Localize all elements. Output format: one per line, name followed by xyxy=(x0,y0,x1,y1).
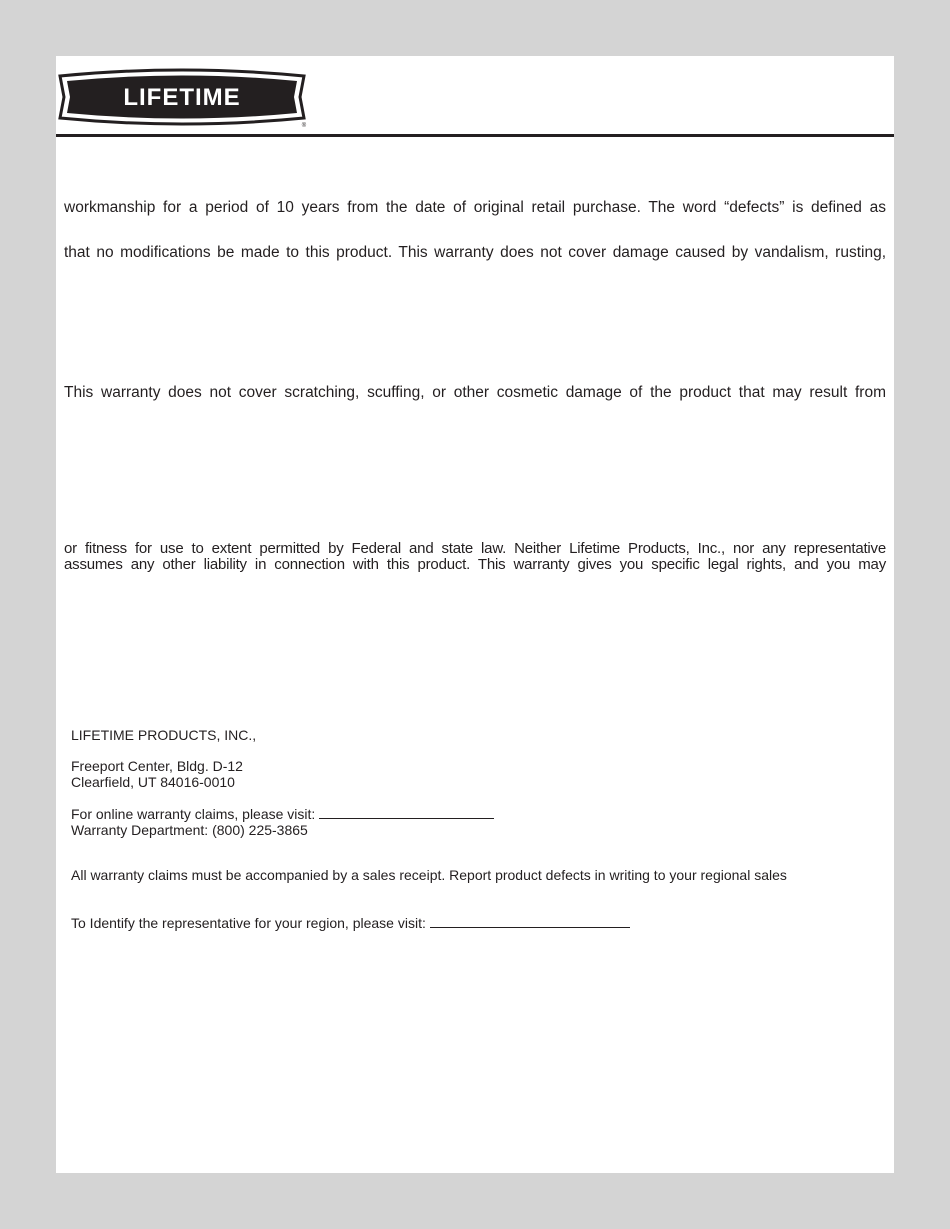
registered-mark: ® xyxy=(301,123,307,128)
representative-url-blank[interactable] xyxy=(430,915,630,928)
logo-wordmark: LIFETIME xyxy=(123,84,241,111)
body-line-5: assumes any other liability in connection with this product. This warranty gives you specific legal rights, and you may xyxy=(64,556,886,573)
body-line-4: or fitness for use to extent permitted by Federal and state law. Neither Lifetime Products, Inc., nor any representative xyxy=(64,540,886,557)
city-address: Clearfield, UT 84016-0010 xyxy=(71,774,235,790)
representative-label: To Identify the representative for your region, please visit: xyxy=(71,915,426,931)
header-rule xyxy=(56,134,894,137)
body-line-2: that no modifications be made to this product. This warranty does not cover damage caused by vandalism, rusting, xyxy=(64,244,886,261)
body-line-1: workmanship for a period of 10 years from the date of original retail purchase. The word “defects” is defined as xyxy=(64,199,886,216)
warranty-department: Warranty Department: (800) 225-3865 xyxy=(71,822,308,838)
body-line-3: This warranty does not cover scratching, scuffing, or other cosmetic damage of the product that may result from xyxy=(64,384,886,401)
warranty-page xyxy=(56,56,894,1173)
online-claims-label: For online warranty claims, please visit: xyxy=(71,806,316,822)
street-address: Freeport Center, Bldg. D-12 xyxy=(71,758,243,774)
online-claims-url-blank[interactable] xyxy=(319,806,494,819)
company-name: LIFETIME PRODUCTS, INC., xyxy=(71,727,257,743)
receipt-note: All warranty claims must be accompanied by a sales receipt. Report product defects in writing to your regional sales xyxy=(71,867,787,883)
online-claims-line xyxy=(71,806,494,822)
representative-line xyxy=(71,915,630,931)
lifetime-logo xyxy=(56,66,308,128)
